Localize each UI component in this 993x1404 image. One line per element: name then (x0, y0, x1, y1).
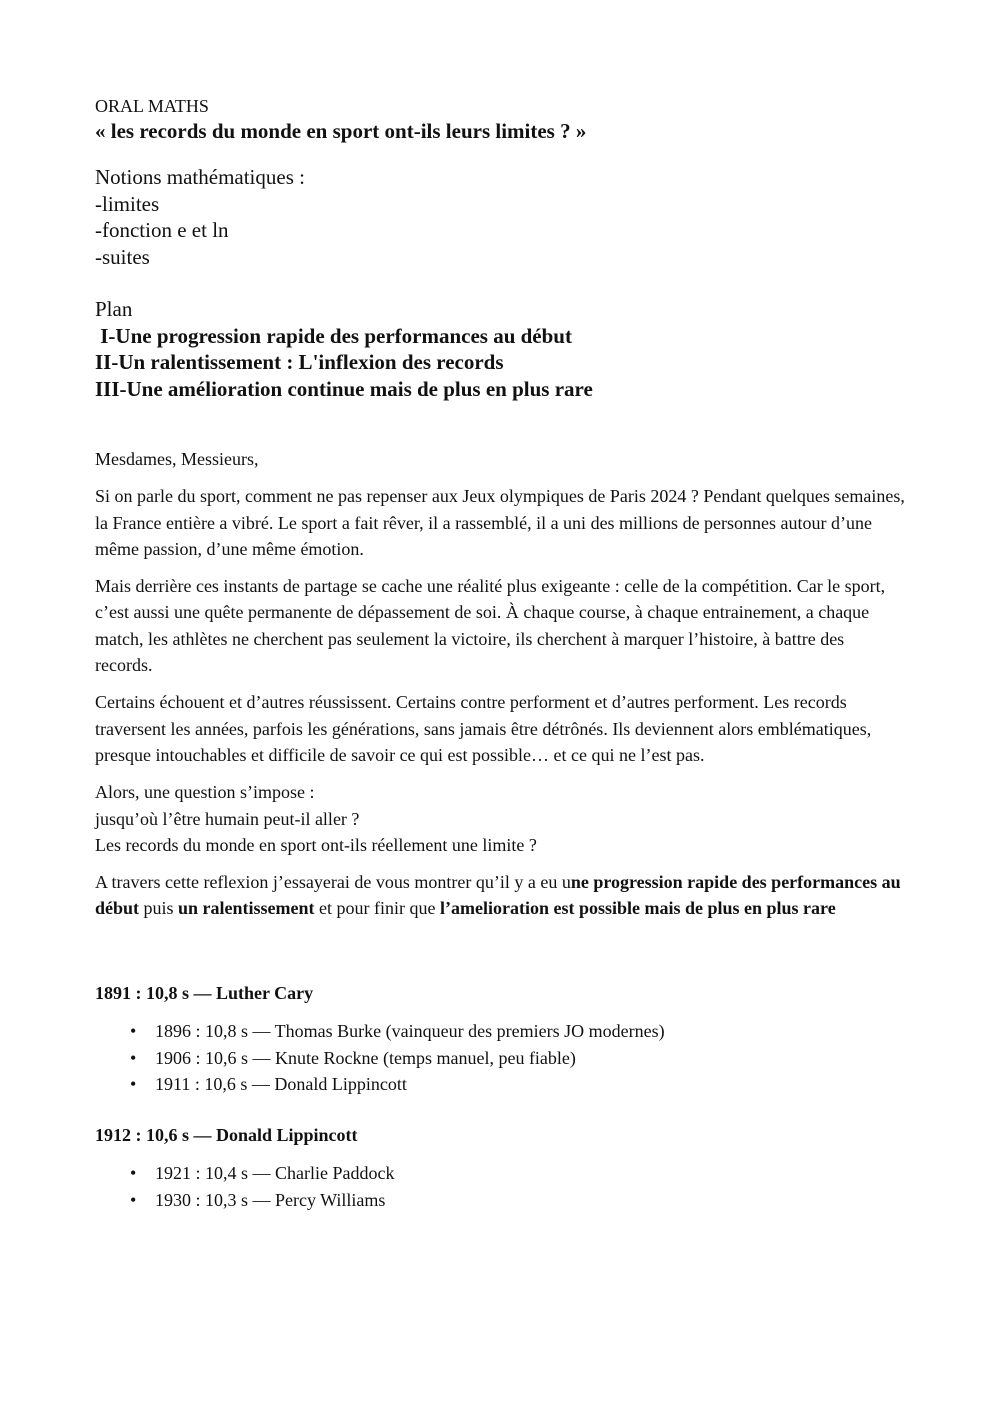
bullet-icon: • (130, 1021, 137, 1042)
record-list (95, 1160, 905, 1213)
record-entry: 1930 : 10,3 s — Percy Williams (155, 1189, 386, 1210)
plan-item: II-Un ralentissement : L'inflexion des records (95, 350, 504, 374)
paragraph: Certains échouent et d’autres réussissent. Certains contre performent et d’autres performent. Les records traversent les années, parfois les générations, sans jamais être détrônés. Ils deviennent alors emblématiques, presque intouchables et difficile de savoir ce qui est possible… et ce qui ne l’est pas. (95, 692, 872, 765)
notion-item: -suites (95, 244, 150, 269)
question-line: Alors, une question s’impose : (95, 782, 315, 803)
outline-paragraph (95, 869, 905, 922)
plan-heading: Plan (95, 297, 133, 321)
doc-label: ORAL MATHS (95, 96, 209, 116)
outline-text: A travers cette reflexion j’essayerai de vous montrer qu’il y a eu u (95, 872, 571, 893)
speech-body (95, 446, 905, 922)
notions-section (95, 164, 905, 270)
outline-text: puis (139, 898, 179, 919)
notion-item: -fonction e et ln (95, 218, 229, 242)
notion-item: -limites (95, 191, 160, 216)
records-section (95, 980, 905, 1214)
record-entry: 1906 : 10,6 s — Knute Rockne (temps manuel, peu fiable) (155, 1047, 576, 1068)
notions-heading: Notions mathématiques : (95, 165, 305, 189)
record-heading: 1912 : 10,6 s — Donald Lippincott (95, 1124, 358, 1145)
outline-bold: l’amelioration est possible mais de plus en plus rare (440, 898, 836, 919)
question-line: jusqu’où l’être humain peut-il aller ? (95, 808, 360, 829)
plan-item: III-Une amélioration continue mais de plus en plus rare (95, 376, 593, 401)
document-page (95, 94, 905, 1237)
list-item (95, 1018, 905, 1045)
plan-section (95, 296, 905, 402)
list-item (95, 1045, 905, 1072)
question-paragraph (95, 779, 905, 858)
outline-bold: ne progression rapide des performances au début (95, 872, 901, 919)
record-list (95, 1018, 905, 1098)
bullet-icon: • (130, 1074, 137, 1095)
doc-title: « les records du monde en sport ont-ils leurs limites ? » (95, 119, 587, 143)
paragraph: Mais derrière ces instants de partage se cache une réalité plus exigeante : celle de la compétition. Car le sport, c’est aussi une quête permanente de dépassement de soi. À chaque course, à chaque entrainement, a chaque match, les athlètes ne cherchent pas seulement la victoire, ils cherchent à marquer l’histoire, à battre des records. (95, 576, 886, 676)
outline-text: et pour finir que (314, 898, 440, 919)
record-entry: 1921 : 10,4 s — Charlie Paddock (155, 1163, 395, 1184)
paragraph: Si on parle du sport, comment ne pas repenser aux Jeux olympiques de Paris 2024 ? Pendant quelques semaines, la France entière a vibré. Le sport a fait rêver, il a rassemblé, il a uni des millions de personnes autour d’une même passion, d’une même émotion. (95, 486, 905, 559)
record-entry: 1896 : 10,8 s — Thomas Burke (vainqueur des premiers JO modernes) (155, 1021, 665, 1042)
bullet-icon: • (130, 1163, 137, 1184)
record-entry: 1911 : 10,6 s — Donald Lippincott (155, 1074, 407, 1095)
greeting: Mesdames, Messieurs, (95, 449, 259, 469)
list-item (95, 1160, 905, 1187)
record-heading: 1891 : 10,8 s — Luther Cary (95, 982, 314, 1003)
list-item (95, 1071, 905, 1098)
bullet-icon: • (130, 1047, 137, 1068)
list-item (95, 1187, 905, 1214)
outline-bold: un ralentissement (178, 898, 315, 919)
plan-item: I-Une progression rapide des performances au début (95, 323, 572, 348)
question-line: Les records du monde en sport ont-ils réellement une limite ? (95, 834, 537, 855)
bullet-icon: • (130, 1189, 137, 1210)
